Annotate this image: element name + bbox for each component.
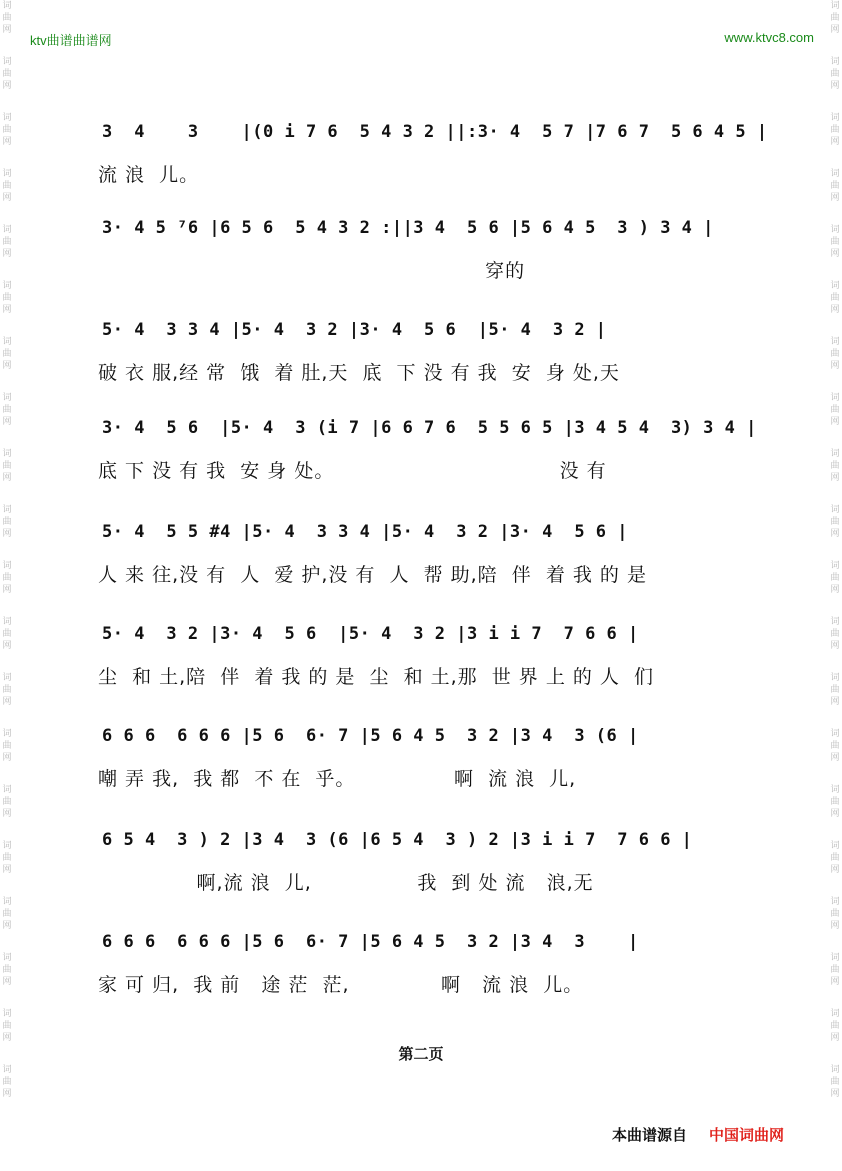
source-credit [612, 1124, 784, 1145]
watermark: 词曲网 [2, 897, 12, 931]
watermark: 词曲网 [2, 281, 12, 315]
watermark: 词曲网 [830, 953, 840, 987]
lyrics-line: 家 可 归, 我 前 途 茫 茫, 啊 流 浪 儿。 [98, 974, 584, 996]
watermark: 词曲网 [2, 729, 12, 763]
watermark: 词曲网 [830, 729, 840, 763]
watermark: 词曲网 [830, 897, 840, 931]
watermark: 词曲网 [2, 393, 12, 427]
page-number: 第二页 [398, 1045, 444, 1063]
lyrics-line: 流 浪 儿。 [98, 164, 200, 186]
watermark: 词曲网 [2, 785, 12, 819]
watermark: 词曲网 [830, 169, 840, 203]
watermark: 词曲网 [830, 1065, 840, 1099]
watermark: 词曲网 [2, 841, 12, 875]
score-system-2 [98, 204, 738, 284]
lyrics-line: 破 衣 服,经 常 饿 着 肚,天 底 下 没 有 我 安 身 处,天 [98, 362, 620, 384]
watermark: 词曲网 [830, 337, 840, 371]
watermark: 词曲网 [2, 1009, 12, 1043]
score-system-1 [98, 108, 768, 188]
source-label: 本曲谱源自 [612, 1126, 688, 1144]
watermark: 词曲网 [2, 505, 12, 539]
score-system-4 [98, 404, 757, 484]
right-watermark-strip [828, 0, 842, 1171]
watermark: 词曲网 [2, 1065, 12, 1099]
watermark: 词曲网 [830, 617, 840, 651]
notation-line: 5· 4 3 2 |3· 4 5 6 |5· 4 3 2 |3 i i 7 7 6 6 | [102, 624, 639, 644]
watermark: 词曲网 [830, 561, 840, 595]
watermark: 词曲网 [830, 281, 840, 315]
notation-line: 6 6 6 6 6 6 |5 6 6· 7 |5 6 4 5 3 2 |3 4 3 | [102, 932, 639, 952]
lyrics-line: 尘 和 土,陪 伴 着 我 的 是 尘 和 土,那 世 界 上 的 人 们 [98, 666, 654, 688]
left-watermark-strip [0, 0, 14, 1171]
notation-line: 5· 4 5 5 #4 |5· 4 3 3 4 |5· 4 3 2 |3· 4 5 6 | [102, 522, 629, 542]
watermark: 词曲网 [830, 785, 840, 819]
score-system-8 [98, 816, 738, 896]
notation-line: 3 4 3 |(0 i 7 6 5 4 3 2 ||:3· 4 5 7 |7 6 7 5 6 4 5 | [102, 122, 768, 142]
lyrics-line: 人 来 往,没 有 人 爱 护,没 有 人 帮 助,陪 伴 着 我 的 是 [98, 564, 647, 586]
watermark: 词曲网 [2, 953, 12, 987]
lyrics-line: 嘲 弄 我, 我 都 不 在 乎。 啊 流 浪 儿, [98, 768, 577, 790]
watermark: 词曲网 [2, 57, 12, 91]
lyrics-line: 底 下 没 有 我 安 身 处。 没 有 [98, 460, 607, 482]
score-system-7 [98, 712, 738, 792]
header-site-name[interactable]: ktv曲谱曲谱网 [30, 33, 112, 48]
watermark: 词曲网 [2, 225, 12, 259]
watermark: 词曲网 [2, 337, 12, 371]
watermark: 词曲网 [2, 617, 12, 651]
header-site-url[interactable]: www.ktvc8.com [724, 30, 814, 45]
watermark: 词曲网 [830, 673, 840, 707]
watermark: 词曲网 [830, 1009, 840, 1043]
watermark: 词曲网 [2, 113, 12, 147]
lyrics-line: 啊,流 浪 儿, 我 到 处 流 浪,无 [98, 872, 594, 894]
watermark: 词曲网 [830, 1, 840, 35]
watermark: 词曲网 [2, 1, 12, 35]
notation-line: 6 6 6 6 6 6 |5 6 6· 7 |5 6 4 5 3 2 |3 4 3 (6 | [102, 726, 639, 746]
watermark: 词曲网 [830, 505, 840, 539]
notation-line: 3· 4 5 ⁷6 |6 5 6 5 4 3 2 :||3 4 5 6 |5 6 4 5 3 ) 3 4 | [102, 218, 714, 238]
source-brand-link[interactable]: 中国词曲网 [709, 1126, 785, 1144]
watermark: 词曲网 [2, 169, 12, 203]
notation-line: 5· 4 3 3 4 |5· 4 3 2 |3· 4 5 6 |5· 4 3 2 | [102, 320, 607, 340]
score-system-3 [98, 306, 738, 386]
watermark: 词曲网 [830, 57, 840, 91]
watermark: 词曲网 [830, 449, 840, 483]
score-system-6 [98, 610, 738, 690]
watermark: 词曲网 [2, 449, 12, 483]
watermark: 词曲网 [830, 113, 840, 147]
watermark: 词曲网 [2, 561, 12, 595]
watermark: 词曲网 [830, 393, 840, 427]
watermark: 词曲网 [2, 673, 12, 707]
watermark: 词曲网 [830, 841, 840, 875]
notation-line: 3· 4 5 6 |5· 4 3 (i 7 |6 6 7 6 5 5 6 5 |3 4 5 4 3) 3 4 | [102, 418, 757, 438]
score-system-9 [98, 918, 738, 998]
watermark: 词曲网 [830, 225, 840, 259]
notation-line: 6 5 4 3 ) 2 |3 4 3 (6 |6 5 4 3 ) 2 |3 i i 7 7 6 6 | [102, 830, 693, 850]
score-system-5 [98, 508, 738, 588]
lyrics-line: 穿的 [98, 260, 526, 282]
